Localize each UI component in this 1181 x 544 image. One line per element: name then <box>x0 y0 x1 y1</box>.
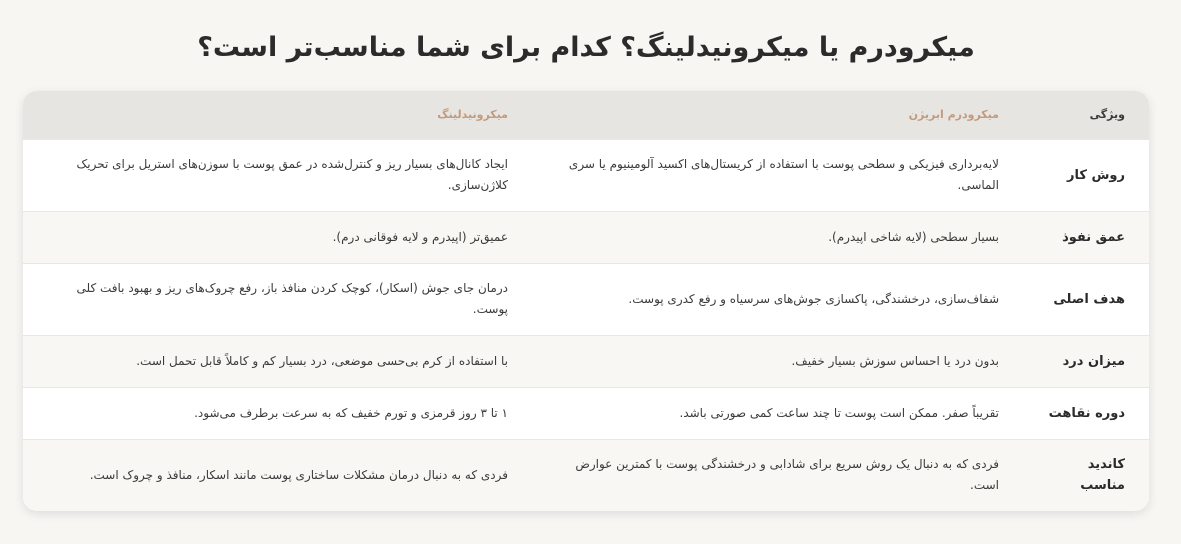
row-microdermabrasion: بسیار سطحی (لایه شاخی اپیدرم). <box>828 229 999 244</box>
comparison-table <box>23 91 1149 511</box>
row-feature: میزان درد <box>1062 353 1125 369</box>
row-microneedling: با استفاده از کرم بی‌حسی موضعی، درد بسیار کم و کاملاً قابل تحمل است. <box>136 353 508 368</box>
table-row <box>23 439 1149 511</box>
row-feature: دوره نقاهت <box>1048 405 1125 421</box>
comparison-table-card <box>23 91 1149 511</box>
row-feature: روش کار <box>1067 167 1125 183</box>
row-microneedling: فردی که به دنبال درمان مشکلات ساختاری پوست مانند اسکار، منافذ و چروک است. <box>89 467 508 482</box>
table-row <box>23 263 1149 335</box>
row-microneedling: عمیق‌تر (اپیدرم و لایه فوقانی درم). <box>332 229 508 244</box>
page-title: میکرودرم یا میکرونیدلینگ؟ کدام برای شما مناسب‌تر است؟ <box>197 32 975 63</box>
row-microdermabrasion: فردی که به دنبال یک روش سریع برای شادابی و درخشندگی پوست با کمترین عوارض است. <box>575 457 999 493</box>
header-microneedling: میکرونیدلینگ <box>437 108 508 122</box>
header-feature: ویژگی <box>1089 108 1125 122</box>
table-row <box>23 335 1149 387</box>
row-microneedling: درمان جای جوش (اسکار)، کوچک کردن منافذ باز، رفع چروک‌های ریز و بهبود بافت کلی پوست. <box>76 281 508 316</box>
table-row <box>23 139 1149 211</box>
row-feature: کاندید مناسب <box>1080 457 1125 494</box>
row-microdermabrasion: بدون درد یا احساس سوزش بسیار خفیف. <box>791 353 999 368</box>
table-header-row <box>23 91 1149 139</box>
table-row <box>23 387 1149 439</box>
row-feature: هدف اصلی <box>1053 291 1125 307</box>
row-microdermabrasion: لایه‌برداری فیزیکی و سطحی پوست با استفاده از کریستال‌های اکسید آلومینیوم یا سری الماسی. <box>568 157 999 192</box>
row-feature: عمق نفوذ <box>1062 229 1125 245</box>
header-microdermabrasion: میکرودرم ابریژن <box>908 108 999 122</box>
row-microneedling: ۱ تا ۳ روز قرمزی و تورم خفیف که به سرعت برطرف می‌شود. <box>194 405 508 420</box>
table-row <box>23 211 1149 263</box>
row-microneedling: ایجاد کانال‌های بسیار ریز و کنترل‌شده در عمق پوست با سوزن‌های استریل برای تحریک کلاژن‌سازی. <box>76 157 508 192</box>
row-microdermabrasion: شفاف‌سازی، درخشندگی، پاکسازی جوش‌های سرسیاه و رفع کدری پوست. <box>628 291 999 306</box>
row-microdermabrasion: تقریباً صفر. ممکن است پوست تا چند ساعت کمی صورتی باشد. <box>679 405 999 420</box>
